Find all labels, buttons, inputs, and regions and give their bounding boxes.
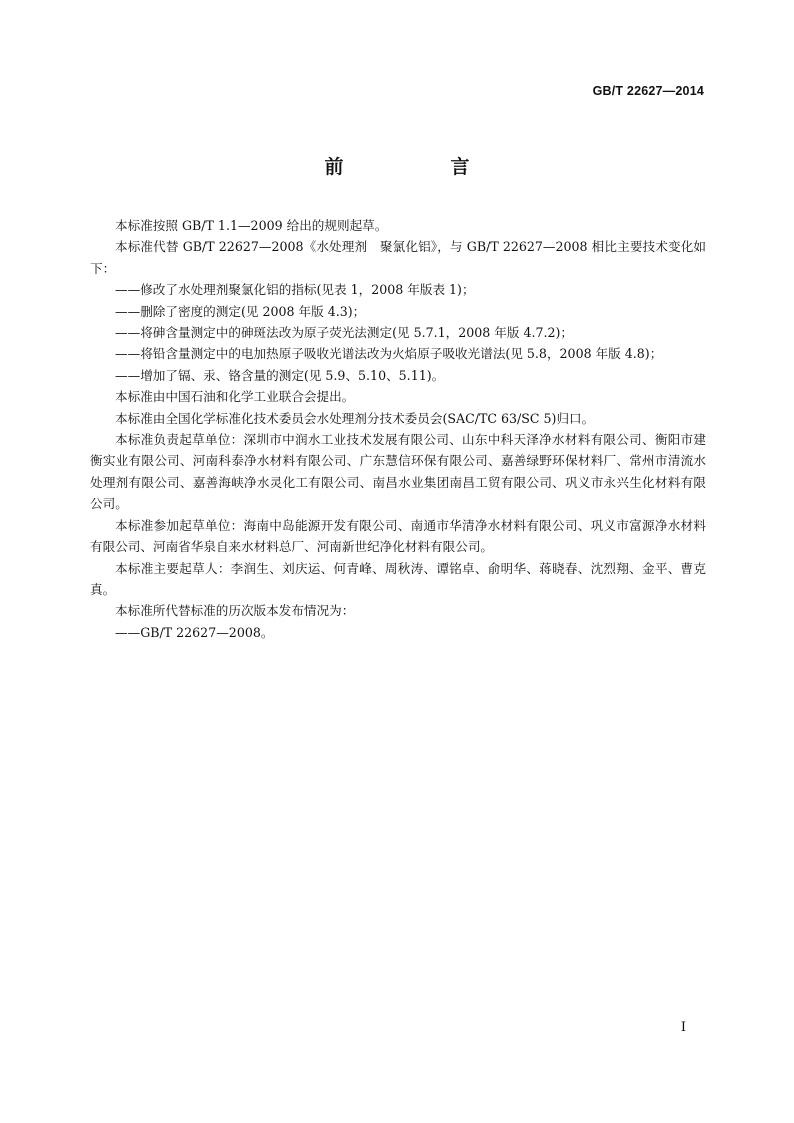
paragraph-lead-drafters: 本标准负责起草单位：深圳市中润水工业技术发展有限公司、山东中科天泽净水材料有限公司、衡阳市建衡实业有限公司、河南科泰净水材料有限公司、广东慧信环保有限公司、嘉善绿野环保材料厂、常州市清流水处理剂有限公司、嘉善海峡净水灵化工有限公司、南昌水业集团南昌工贸有限公司、巩义市永兴生化材料有限公司。 — [90, 432, 706, 512]
standard-code-header: GB/T 22627—2014 — [592, 84, 704, 98]
change-item: ——将砷含量测定中的砷斑法改为原子荧光法测定(见 5.7.1，2008 年版 4.7.2)； — [115, 325, 574, 341]
page-title: 前 言 — [324, 156, 514, 178]
change-item: ——将铅含量测定中的电加热原子吸收光谱法改为火焰原子吸收光谱法(见 5.8，2008 年版 4.8)； — [115, 346, 663, 362]
change-item: ——增加了镉、汞、铬含量的测定(见 5.9、5.10、5.11)。 — [115, 367, 445, 383]
foreword-body — [90, 215, 706, 643]
paragraph-participating-drafters: 本标准参加起草单位：海南中岛能源开发有限公司、南通市华清净水材料有限公司、巩义市富源净水材料有限公司、河南省华泉自来水材料总厂、河南新世纪净化材料有限公司。 — [90, 517, 706, 555]
paragraph-version-history: 本标准所代替标准的历次版本发布情况为： — [115, 603, 355, 619]
paragraph-committee: 本标准由全国化学标准化技术委员会水处理剂分技术委员会(SAC/TC 63/SC 5)归口。 — [115, 410, 595, 426]
version-history-item: ——GB/T 22627—2008。 — [115, 624, 274, 640]
paragraph-drafting-rules: 本标准按照 GB/T 1.1—2009 给出的规则起草。 — [115, 218, 388, 233]
change-item: ——删除了密度的测定(见 2008 年版 4.3)； — [115, 303, 366, 319]
paragraph-replaces: 本标准代替 GB/T 22627—2008《水处理剂 聚氯化铝》，与 GB/T 22627—2008 相比主要技术变化如下： — [90, 239, 706, 276]
page-number: I — [680, 1020, 686, 1035]
paragraph-proposer: 本标准由中国石油和化学工业联合会提出。 — [115, 389, 355, 405]
change-item: ——修改了水处理剂聚氯化铝的指标(见表 1，2008 年版表 1)； — [115, 282, 475, 298]
paragraph-main-authors: 本标准主要起草人：李润生、刘庆运、何青峰、周秋涛、谭铭卓、俞明华、蒋晓春、沈烈翔、金平、曹克真。 — [90, 560, 706, 597]
